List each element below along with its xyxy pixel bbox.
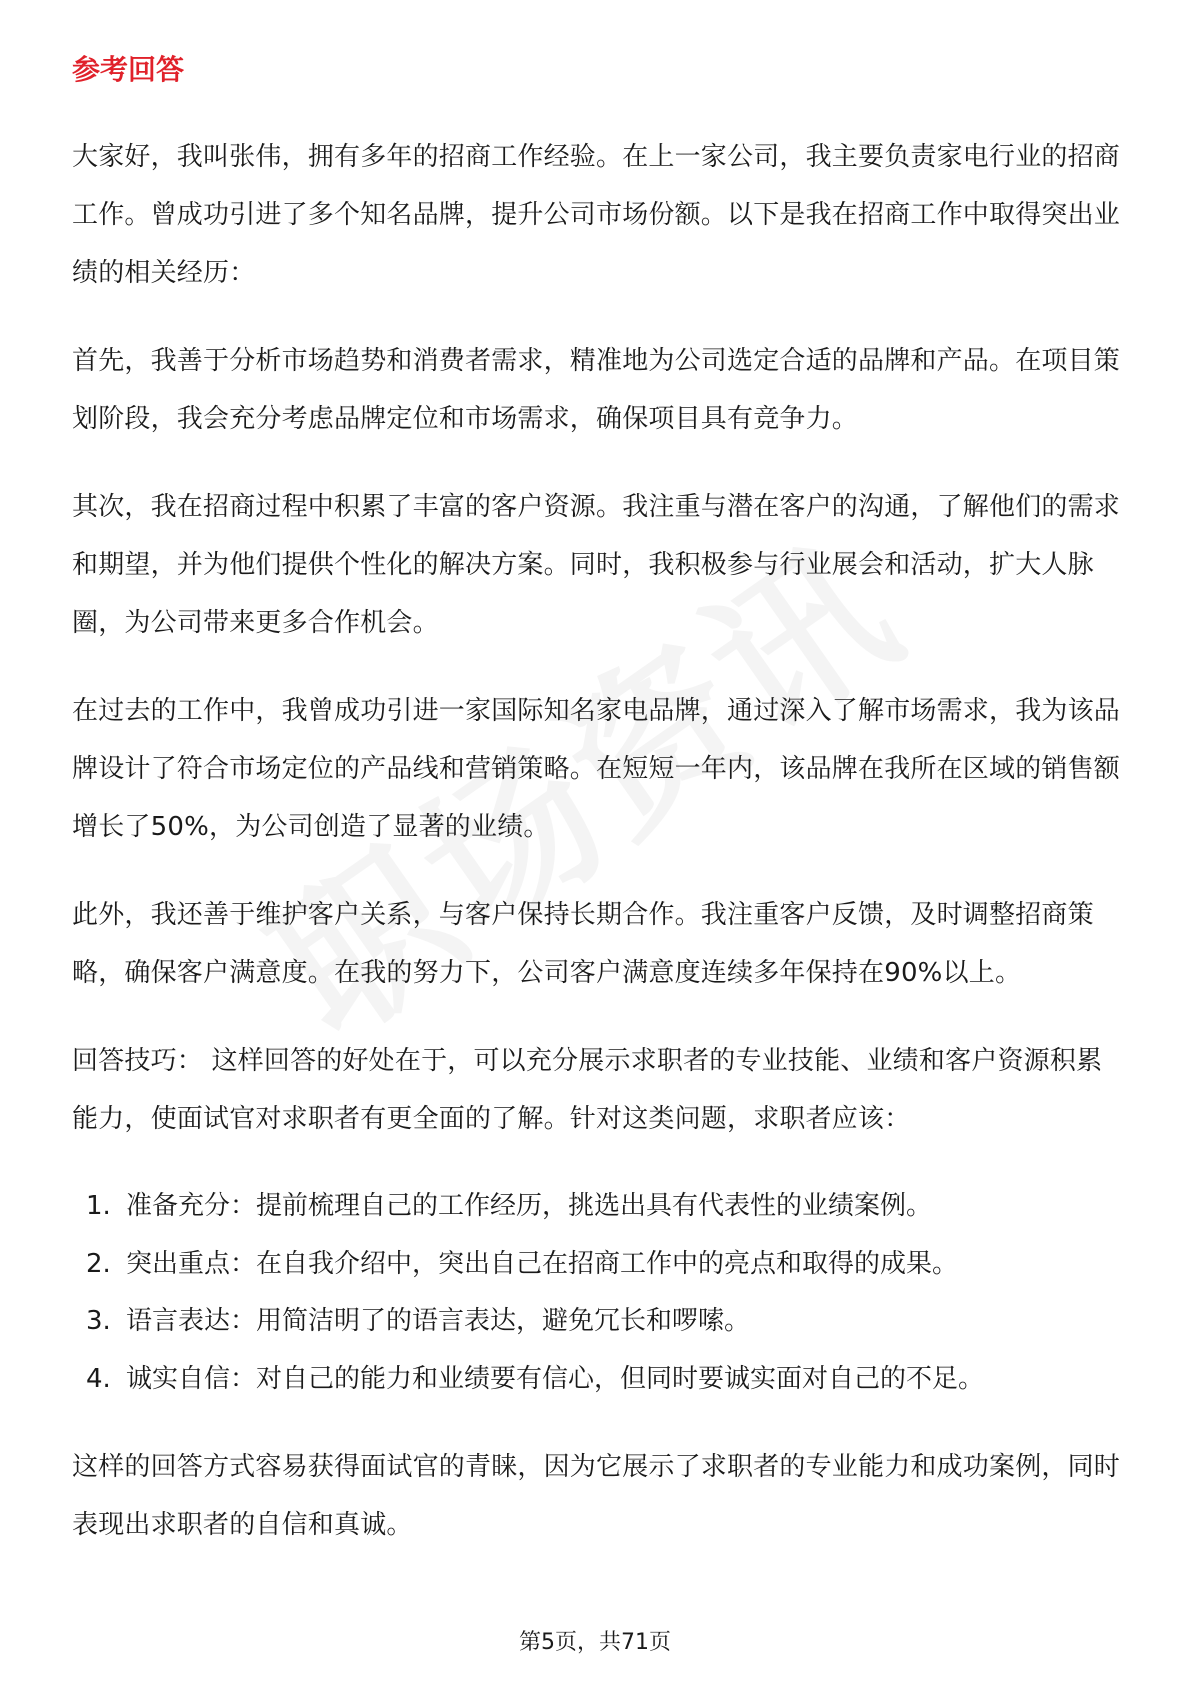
paragraph-closing: 这样的回答方式容易获得面试官的青睐，因为它展示了求职者的专业能力和成功案例，同时表现出求职者的自信和真诚。 <box>72 1452 1121 1540</box>
list-number: 3. <box>86 1306 111 1336</box>
list-item <box>86 1293 1122 1351</box>
paragraph-past-work: 在过去的工作中，我曾成功引进一家国际知名家电品牌，通过深入了解市场需求，我为该品牌设计了符合市场定位的产品线和营销策略。在短短一年内，该品牌在我所在区域的销售额增长了50%，为公司创造了显著的业绩。 <box>72 696 1121 842</box>
list-number: 4. <box>86 1363 111 1394</box>
tips-list <box>72 1178 1122 1408</box>
list-item <box>86 1178 1122 1236</box>
section-heading: 参考回答 <box>72 53 185 86</box>
list-number: 1. <box>86 1191 111 1221</box>
paragraph-tips-intro: 回答技巧： 这样回答的好处在于，可以充分展示求职者的专业技能、业绩和客户资源积累能力，使面试官对求职者有更全面的了解。针对这类问题，求职者应该： <box>72 1046 1103 1134</box>
document-page <box>72 48 1122 1584</box>
paragraph-intro: 大家好，我叫张伟，拥有多年的招商工作经验。在上一家公司，我主要负责家电行业的招商工作。曾成功引进了多个知名品牌，提升公司市场份额。以下是我在招商工作中取得突出业绩的相关经历： <box>72 142 1121 288</box>
list-text: 准备充分：提前梳理自己的工作经历，挑选出具有代表性的业绩案例。 <box>126 1191 933 1221</box>
list-item <box>86 1236 1122 1294</box>
list-item <box>86 1351 1122 1409</box>
paragraph-relationships: 此外，我还善于维护客户关系，与客户保持长期合作。我注重客户反馈，及时调整招商策略，确保客户满意度。在我的努力下，公司客户满意度连续多年保持在90%以上。 <box>72 900 1094 988</box>
list-number: 2. <box>86 1248 111 1279</box>
paragraph-second: 其次，我在招商过程中积累了丰富的客户资源。我注重与潜在客户的沟通，了解他们的需求和期望，并为他们提供个性化的解决方案。同时，我积极参与行业展会和活动，扩大人脉圈，为公司带来更多合作机会。 <box>72 492 1121 638</box>
list-text: 突出重点：在自我介绍中，突出自己在招商工作中的亮点和取得的成果。 <box>126 1248 959 1279</box>
paragraph-first: 首先，我善于分析市场趋势和消费者需求，精准地为公司选定合适的品牌和产品。在项目策划阶段，我会充分考虑品牌定位和市场需求，确保项目具有竞争力。 <box>72 346 1121 434</box>
page-footer: 第5页，共71页 <box>519 1630 671 1655</box>
list-text: 诚实自信：对自己的能力和业绩要有信心，但同时要诚实面对自己的不足。 <box>126 1363 985 1394</box>
list-text: 语言表达：用简洁明了的语言表达，避免冗长和啰嗦。 <box>126 1306 751 1336</box>
